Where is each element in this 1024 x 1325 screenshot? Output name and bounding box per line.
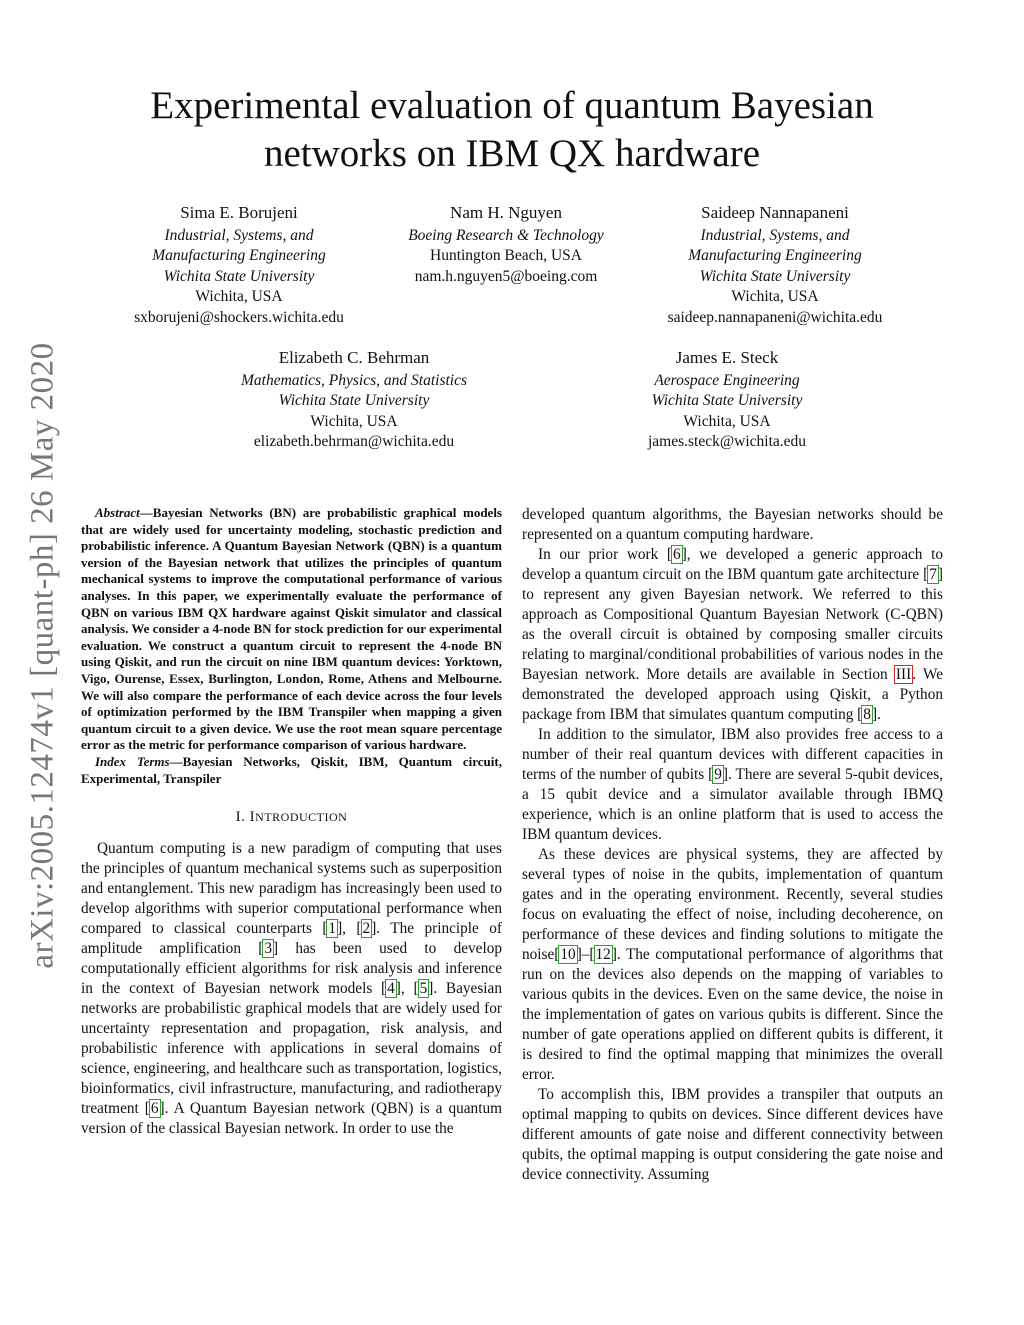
author-location: Huntington Beach, USA	[430, 247, 582, 265]
author-affiliation: Industrial, Systems, and	[164, 226, 314, 244]
author-affiliation: Industrial, Systems, and	[700, 226, 850, 244]
citation-link[interactable]: 6	[150, 1100, 159, 1118]
abstract-label: Abstract	[95, 505, 140, 520]
section-number: I. I	[235, 809, 256, 826]
author-affiliation: Mathematics, Physics, and Statistics	[240, 371, 467, 389]
author-block	[636, 203, 914, 329]
author-email[interactable]: sxborujeni@shockers.wichita.edu	[134, 308, 344, 326]
text-run: ]. The computational performance of algorithms that run on the devices also depends on the mapping of variables to various qubits in the devices. Even on the same device, the noise in the implementation of gates on various qubits is different. Since the number of gate operations applied on different qubits is different, it is desired to find the optimal mapping that minimizes the overall error.	[522, 946, 943, 1083]
author-name: Elizabeth C. Behrman	[278, 348, 430, 367]
author-affiliation: Aerospace Engineering	[654, 371, 800, 389]
paragraph	[522, 545, 943, 725]
author-block	[592, 348, 862, 453]
text-run: ]. The principle of amplitude amplification [	[81, 920, 502, 958]
section-link[interactable]: III	[895, 666, 912, 683]
text-run: ]. A Quantum Bayesian network (QBN) is a quantum version of the classical Bayesian network. In order to use the	[81, 1100, 502, 1138]
author-affiliation: Wichita State University	[699, 267, 851, 285]
text-run: ] has been used to develop computationally efficient algorithms for risk analysis and inference in the context of Bayesian network models [	[81, 940, 502, 998]
text-run: ], we developed a generic approach to develop a quantum circuit on the IBM quantum gate architecture [	[522, 546, 943, 583]
author-affiliation: Wichita State University	[163, 267, 315, 285]
citation-link[interactable]: 12	[595, 946, 611, 963]
text-run: ]–[	[576, 946, 595, 963]
title-line-1: Experimental evaluation of quantum Bayesian	[150, 84, 874, 127]
author-affiliation: Wichita State University	[651, 392, 803, 410]
section-heading	[81, 807, 502, 827]
author-name: Saideep Nannapaneni	[701, 203, 849, 222]
paragraph	[522, 725, 943, 845]
author-email[interactable]: saideep.nannapaneni@wichita.edu	[667, 308, 883, 326]
author-affiliation: Manufacturing Engineering	[152, 247, 326, 265]
right-column	[522, 505, 943, 1185]
author-block	[100, 203, 378, 329]
text-run: . We demonstrated the developed approach using Qiskit, a Python package from IBM that simulates quantum computing [	[522, 666, 944, 723]
abstract	[81, 505, 502, 754]
author-name: Nam H. Nguyen	[450, 203, 562, 222]
arxiv-stamp	[24, 335, 62, 975]
author-affiliation: Manufacturing Engineering	[688, 247, 862, 265]
citation-link[interactable]: 10	[560, 946, 576, 963]
citation-link[interactable]: 4	[387, 980, 395, 998]
citation-link[interactable]: 5	[419, 980, 428, 998]
author-location: Wichita, USA	[195, 288, 283, 306]
abstract-text: —Bayesian Networks (BN) are probabilistic graphical models that are widely used for uncertainty modeling, stochastic prediction and probabilistic inference. A Quantum Bayesian Network (QBN) is a quantum version of the Bayesian network that utilizes the principles of quantum mechanical systems to improve the computational performance of various analyses. In this paper, we experimentally evaluate the performance of QBN on various IBM QX hardware against Qiskit simulator and classical analysis. We consider a 4-node BN for stock prediction for our experimental evaluation. We construct a quantum circuit to represent the 4-node BN using Qiskit, and run the circuit on nine IBM quantum devices: Yorktown, Vigo, Ourense, Essex, Burlington, London, Rome, Athens and Melbourne. We will also compare the performance of each device across the four levels of optimization performed by the IBM Transpiler when mapping a given quantum circuit to a given device. We use the root mean square percentage error as the metric for performance comparison of various hardware.	[81, 505, 502, 753]
text-run: ].	[871, 706, 881, 723]
citation-link[interactable]: 6	[673, 546, 681, 563]
author-email[interactable]: nam.h.nguyen5@boeing.com	[414, 267, 598, 285]
paper-title	[80, 82, 944, 178]
paragraph: To accomplish this, IBM provides a transpiler that outputs an optimal mapping to qubits on devices. Since different devices have different amounts of gate noise and different connectivity between qubits, the optimal mapping is output considering the gate noise and device connectivity. Assuming	[522, 1086, 943, 1183]
title-line-2: networks on IBM QX hardware	[263, 132, 761, 175]
author-email[interactable]: james.steck@wichita.edu	[647, 433, 807, 451]
text-run: ]. Bayesian networks are probabilistic graphical models that are widely used for uncertainty representation and propagation, risk analysis, and probabilistic inference with applications in several domains of science, engineering, and healthcare such as transportation, logistics, bioinformatics, civil infrastructure, manufacturing, and radiotherapy treatment [	[81, 980, 502, 1118]
author-location: Wichita, USA	[310, 412, 398, 430]
author-location: Wichita, USA	[731, 288, 819, 306]
text-run: ] to represent any given Bayesian network. We referred to this approach as Compositional Quantum Bayesian Network (C-QBN) as the overall circuit is obtained by composing smaller circuits relating to marginal/conditional probabilities of various nodes in the Bayesian network. More details are available in Section	[522, 566, 943, 683]
index-terms-label: Index Terms	[95, 753, 170, 769]
text-run: As these devices are physical systems, they are affected by several types of noise in the qubits, implementation of quantum gates and in the operating environment. Recently, several studies focus on evaluating the effect of noise, including decoherence, on performance of these devices and finding solutions to mitigate the noise[	[522, 846, 943, 963]
text-run: ], [	[395, 980, 419, 998]
citation-link[interactable]: 8	[863, 706, 871, 723]
citation-link[interactable]: 1	[328, 920, 337, 938]
left-column	[81, 505, 502, 1139]
index-terms-text: —Bayesian Networks, Qiskit, IBM, Quantum circuit, Experimental, Transpiler	[81, 753, 502, 786]
citation-link[interactable]: 3	[264, 940, 272, 958]
author-block	[372, 203, 640, 287]
citation-link[interactable]: 9	[714, 766, 722, 783]
author-location: Wichita, USA	[683, 412, 771, 430]
arxiv-id: arXiv:2005.12474v1 [quant-ph] 26 May 2020	[24, 341, 61, 969]
text-run: ], [	[337, 920, 362, 938]
author-block	[214, 348, 494, 453]
author-affiliation: Boeing Research & Technology	[408, 226, 604, 244]
paragraph	[81, 839, 502, 1139]
text-run: In addition to the simulator, IBM also provides free access to a number of their real quantum devices with different capacities in terms of the number of qubits [	[522, 726, 943, 783]
index-terms	[81, 754, 502, 787]
paragraph: developed quantum algorithms, the Bayesian networks should be represented on a quantum computing hardware.	[522, 506, 943, 543]
section-title: NTRODUCTION	[255, 810, 348, 825]
text-run: Quantum computing is a new paradigm of computing that uses the principles of quantum mechanical systems such as superposition and entanglement. This new paradigm has increasingly been used to develop algorithms with superior computational performance when compared to classical counterparts [	[81, 840, 502, 938]
text-run: ]. There are several 5-qubit devices, a 15 qubit device and a simulator available through IBMQ experience, which is an online platform that is used to access the IBM quantum devices.	[522, 766, 943, 843]
author-email[interactable]: elizabeth.behrman@wichita.edu	[253, 433, 455, 451]
author-affiliation: Wichita State University	[278, 392, 430, 410]
citation-link[interactable]: 2	[362, 920, 371, 938]
text-run: In our prior work [	[538, 546, 673, 563]
author-name: James E. Steck	[675, 348, 779, 367]
paragraph	[522, 845, 943, 1085]
citation-link[interactable]: 7	[929, 566, 937, 583]
author-name: Sima E. Borujeni	[180, 203, 298, 222]
